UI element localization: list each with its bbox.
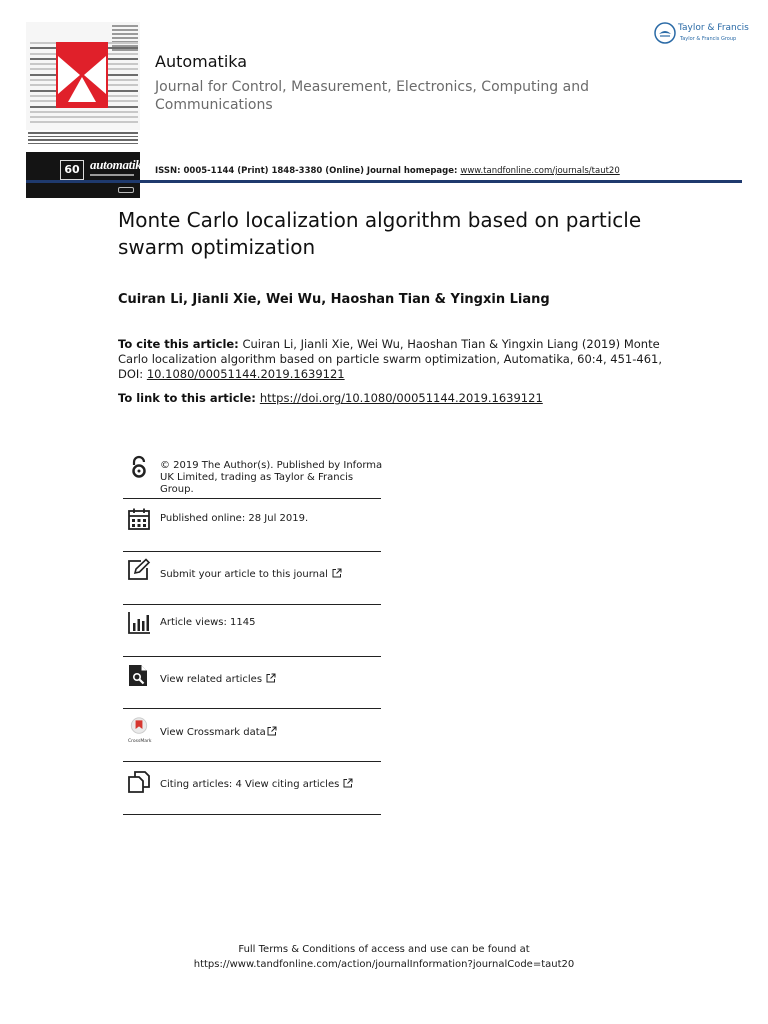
external-link-icon <box>343 778 353 788</box>
journal-cover <box>26 22 148 176</box>
publisher-group: Taylor & Francis Group <box>680 36 737 42</box>
cite-doi-link[interactable]: 10.1080/00051144.2019.1639121 <box>146 367 345 381</box>
cover-logo-icon <box>56 42 108 108</box>
citing-articles-link[interactable]: Citing articles: 4 View citing articles <box>160 779 340 790</box>
cover-volume-badge: 60 <box>60 160 84 180</box>
cite-label: To cite this article: <box>118 337 239 351</box>
link-label: To link to this article: <box>118 391 260 405</box>
citation-block <box>118 337 678 382</box>
publisher-name: Taylor & Francis <box>678 23 749 33</box>
edit-icon <box>127 558 151 582</box>
issn-text: ISSN: 0005-1144 (Print) 1848-3380 (Online) Journal homepage: <box>155 166 461 176</box>
article-doi-link[interactable]: https://doi.org/10.1080/00051144.2019.1639121 <box>259 391 543 405</box>
citing-documents-icon <box>127 770 151 794</box>
terms-footer <box>0 942 768 972</box>
open-access-line-2: UK Limited, trading as Taylor & Francis <box>160 472 354 483</box>
footer-line-1: Full Terms & Conditions of access and use can be found at <box>238 944 530 955</box>
published-date: Published online: 28 Jul 2019. <box>160 513 309 524</box>
publisher-logo[interactable] <box>654 22 749 46</box>
calendar-icon <box>127 507 151 531</box>
crossmark-icon-label: CrossMark <box>128 739 152 744</box>
header-rule <box>26 180 742 183</box>
crossmark-icon <box>127 717 151 741</box>
cover-brand: automatika <box>90 157 148 172</box>
open-access-icon <box>127 455 151 479</box>
related-articles-link[interactable]: View related articles <box>160 674 263 685</box>
open-access-line-1: © 2019 The Author(s). Published by Informa <box>160 460 383 471</box>
article-link-line <box>118 391 543 405</box>
journal-title: Automatika <box>155 52 248 71</box>
bar-chart-icon <box>127 611 151 635</box>
article-views: Article views: 1145 <box>160 617 256 628</box>
taylor-francis-logo-icon <box>654 22 676 44</box>
footer-terms-link[interactable]: https://www.tandfonline.com/action/journalInformation?journalCode=taut20 <box>193 959 575 970</box>
cite-text: Cuiran Li, Jianli Xie, Wei Wu, Haoshan Tian & Yingxin Liang (2019) Monte Carlo localization algorithm based on particle swarm optimization, Automatika, 60:4, 451-461, DOI: <box>118 337 662 381</box>
journal-homepage-link[interactable]: www.tandfonline.com/journals/taut20 <box>460 166 620 176</box>
cover-caption-lines <box>28 132 138 146</box>
article-authors: Cuiran Li, Jianli Xie, Wei Wu, Haoshan Tian & Yingxin Liang <box>118 292 550 307</box>
external-link-icon <box>267 726 277 736</box>
journal-subtitle: Journal for Control, Measurement, Electronics, Computing and Communications <box>155 79 589 113</box>
submit-article-link[interactable]: Submit your article to this journal <box>160 569 328 580</box>
cover-publisher-mark <box>118 187 134 193</box>
document-search-icon <box>127 664 151 688</box>
external-link-icon <box>266 673 276 683</box>
cover-brand-subline <box>90 174 134 176</box>
open-access-line-3: Group. <box>160 484 194 495</box>
crossmark-data-link[interactable]: View Crossmark data <box>160 727 266 738</box>
issn-line <box>155 166 620 176</box>
article-title: Monte Carlo localization algorithm based on particle swarm optimization <box>118 208 642 259</box>
external-link-icon <box>332 568 342 578</box>
